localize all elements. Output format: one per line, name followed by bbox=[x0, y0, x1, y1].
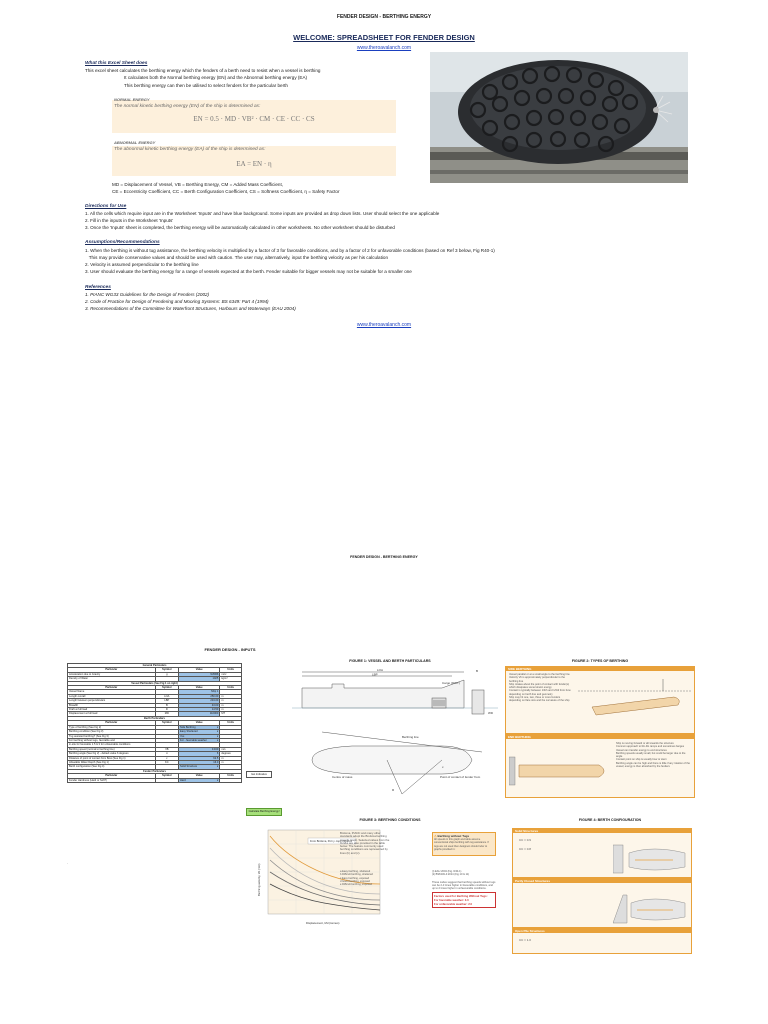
dropdown-cell[interactable] bbox=[179, 778, 220, 782]
fig1-label-berthing-line: Berthing line bbox=[402, 735, 419, 739]
fig2-title: FIGURE 2: TYPES OF BERTHING bbox=[571, 659, 629, 663]
fig4-solid-header: Solid Structures bbox=[513, 829, 691, 833]
chevron-down-icon[interactable]: ▾ bbox=[217, 765, 219, 769]
abnormal-energy-text: The abnormal kinetic berthing energy (EA) of the ship is determined as: bbox=[114, 147, 266, 152]
site-link[interactable]: www.theroavalanch.com bbox=[356, 45, 412, 51]
fig3-legend-b: b Difficult berthing, sheltered bbox=[340, 873, 373, 877]
col-value: Value bbox=[179, 686, 220, 690]
fig4-cc-solid-2: CC = 0.8 bbox=[519, 847, 531, 852]
what-heading: What this Excel Sheet does bbox=[85, 61, 148, 66]
col-value: Value bbox=[179, 721, 220, 725]
welcome-title: WELCOME: SPREADSHEET FOR FENDER DESIGN bbox=[293, 33, 475, 42]
fig2-side-note: Velocity Vb is approximately perpendicular to the berthing line bbox=[509, 676, 565, 683]
what-line-3: This berthing energy can then be utilised to select fenders for the particular berth bbox=[124, 83, 288, 88]
col-units: Units bbox=[220, 774, 242, 778]
reference-3: 3. Recommendations of the Committee for Waterfront Structures, Harbours and Waterways (EAU 2004) bbox=[85, 306, 296, 311]
fig2-end-header: END BERTHING bbox=[506, 735, 694, 739]
chevron-down-icon[interactable]: ▾ bbox=[217, 738, 219, 742]
fig3-chart-label: From Brolsma, Port y. copy, Figure 1 bbox=[310, 840, 352, 844]
fig3-factor: Factors used for Berthing Without Tugs: bbox=[434, 894, 488, 899]
chevron-down-icon[interactable]: ▾ bbox=[217, 730, 219, 734]
fig1-label-b: B bbox=[476, 669, 479, 673]
fig3-tug-title: Berthing without Tugs bbox=[437, 834, 470, 838]
fig1-label-loa: LOA bbox=[377, 668, 384, 672]
input-cell[interactable]: 14.50 bbox=[179, 708, 220, 712]
input-cell[interactable]: 1025 bbox=[179, 677, 220, 681]
legend-line-2: CE = Eccentricity Coefficient, CC = Berth Configuration Coefficient, CS = Softness Coefficient, η = Safety Factor bbox=[112, 189, 340, 194]
cell: Breadth bbox=[68, 703, 156, 707]
dropdown-value: Yes bbox=[180, 734, 185, 738]
cell: Berth configuration (See Fig 4) bbox=[68, 765, 156, 769]
normal-energy-text: The normal kinetic berthing energy (EN) of the ship is determined as: bbox=[114, 104, 261, 109]
fig1-label-r: R bbox=[392, 788, 395, 792]
fig2-end-panel bbox=[505, 734, 695, 798]
assumptions-heading: Assumptions/Recommendations bbox=[85, 240, 160, 245]
input-cell[interactable]: 250.00 bbox=[179, 694, 220, 698]
fig1-label-x: x bbox=[442, 765, 444, 769]
berth-title: Berth Particulars bbox=[68, 716, 242, 720]
fender-photo bbox=[430, 52, 688, 183]
cell: m bbox=[220, 756, 242, 760]
page-header: FENDER DESIGN - BERTHING ENERGY bbox=[336, 14, 432, 20]
cell: m/s² bbox=[220, 672, 242, 676]
cell: m bbox=[220, 708, 242, 712]
table-row bbox=[68, 778, 242, 782]
reference-2: 2. Code of Practice for Design of Fendering and Mooring Systems: BS 6349: Part 4 (1994) bbox=[85, 299, 269, 304]
cell: Draft at full load bbox=[68, 708, 156, 712]
dropdown-value: Solid Structure bbox=[180, 765, 198, 769]
stray-mark: . bbox=[67, 860, 69, 865]
cell: B bbox=[155, 703, 178, 707]
assumption-3: 3. User should evaluate the berthing energy for a range of vessels expected at the berth. Fender suitable for bigger vessels may not be suitable for a smaller one bbox=[85, 269, 412, 274]
cell: Vessel Name bbox=[68, 690, 156, 694]
chevron-down-icon[interactable]: ▾ bbox=[217, 778, 219, 782]
input-cell[interactable]: 62.5 bbox=[179, 756, 220, 760]
col-particular: Particular bbox=[68, 686, 156, 690]
col-particular: Particular bbox=[68, 668, 156, 672]
cell: Fender Hardness (Hard or Soft?) bbox=[68, 778, 156, 782]
fig2-side-note: Ship may hit one, two, three or more fenders depending on flare size and the curvature of the ship bbox=[509, 696, 570, 703]
cell: in-situ for favorable 1.5 & 3 for unfavorable conditions bbox=[68, 743, 156, 747]
fig2-side-note: Ship rotates about the point of contact with fender(s) which dissipates some kinetic energy bbox=[509, 682, 570, 690]
normal-energy-label: NORMAL ENERGY bbox=[114, 97, 150, 102]
fig4-open-panel bbox=[512, 928, 692, 954]
fig2-end-note: Contact point on ship is usually bow or stern bbox=[616, 758, 667, 762]
get-indicative-button[interactable]: Get Indicative bbox=[246, 771, 272, 778]
cell: Tug assisted berthing? (See Fig 3) bbox=[68, 734, 156, 738]
chevron-down-icon[interactable]: ▾ bbox=[217, 734, 219, 738]
cell: g bbox=[155, 672, 178, 676]
col-symbol: Symbol bbox=[155, 721, 178, 725]
fig3-tug-more: These codes suggest that berthing speeds without tugs can be 2-3 times higher in favourable conditions, and up to 2 times higher in unfavourable conditions. bbox=[432, 880, 496, 891]
fig2-end-note: Berthing angle can be high and there is little if any rotation of the vessel; energy is then absorbed by the fenders bbox=[616, 761, 690, 769]
col-units: Units bbox=[220, 668, 242, 672]
cell: Length overall bbox=[68, 694, 156, 698]
what-line-1: This excel sheet calculates the berthing energy which the fenders of a berth need to resist when a vessel is berthing bbox=[85, 68, 321, 73]
fig4-cc-open: CC = 1.0 bbox=[519, 938, 531, 942]
fig3-factor: For unfavorable weather: 2.0 bbox=[434, 902, 473, 907]
cell: KC bbox=[155, 760, 178, 764]
chevron-down-icon[interactable]: ▾ bbox=[217, 725, 219, 729]
fig3-factor: For favorable weather: 3.0 bbox=[434, 898, 469, 903]
general-title: General Particulars bbox=[68, 664, 242, 668]
fig3-tug-ref: (ii) BS6349-4:2014 (Fig 10 & 11) bbox=[432, 873, 470, 877]
fig4-partly-panel bbox=[512, 878, 692, 928]
fig1-label-wd: WD bbox=[488, 711, 493, 715]
col-particular: Particular bbox=[68, 721, 156, 725]
col-particular: Particular bbox=[68, 774, 156, 778]
cell: Length between perpendiculars bbox=[68, 699, 156, 703]
fig4-title: FIGURE 4: BERTH CONFIGURATION bbox=[578, 818, 642, 822]
cell: α bbox=[155, 752, 178, 756]
input-cell[interactable]: 6 bbox=[179, 752, 220, 756]
fig2-end-note: Common approach to Ro-Ro ramps and sometimes barges bbox=[616, 745, 685, 749]
fig3-notes: Brolsma, PIANC and many other standards adopt the Brolsma berthing speeds graph. Selected values from the curves are also provided in the table below. The feature commonly used berthing conditions are represented by lines (b) and (c). bbox=[340, 831, 390, 855]
cell bbox=[220, 778, 242, 782]
reference-1: 1. PIANC WG33 Guidelines for the Design of Fenders (2002) bbox=[85, 292, 210, 297]
fig4-partly-diagram bbox=[613, 885, 689, 925]
fig2-end-note: Berthing speeds usually small, but could be larger due to the angle bbox=[616, 751, 686, 759]
fig1-title: FIGURE 1: VESSEL AND BERTH PARTICULARS bbox=[349, 659, 431, 663]
fig2-side-note: Contact is typically between 1/4th and 1/3rd from bow depending on berth line and geometry bbox=[509, 689, 571, 696]
input-cell[interactable]: 234.00 bbox=[179, 699, 220, 703]
fig2-side-header: SIDE BERTHING bbox=[506, 667, 694, 671]
directions-heading: Directions for Use bbox=[85, 204, 127, 209]
input-cell[interactable]: 110000 bbox=[179, 712, 220, 716]
fig2-end-diagram bbox=[509, 743, 613, 793]
fig2-end-note: Vessel can transfer energy to end structures bbox=[616, 748, 667, 752]
input-cell[interactable]: 0.160 bbox=[179, 747, 220, 751]
fig3-xlabel: Displacement, Md (tonnes) bbox=[306, 921, 340, 925]
cell: MD bbox=[155, 712, 178, 716]
fig3-tug-text: All speeds in this graph and table assume conventional ships berthing with tug assistance. If tugs are not used then designers should refer to graphs provided in: bbox=[434, 838, 489, 851]
fig3-legend-a: a Easy berthing, sheltered bbox=[340, 870, 371, 873]
fig3-ylabel: Berthing velocity, Vb (m/s) bbox=[257, 863, 261, 896]
fig3-legend-c: c Easy berthing, exposed bbox=[340, 876, 370, 880]
fig4-cc-solid: CC = 0.9 bbox=[519, 838, 531, 842]
cell: m bbox=[220, 699, 242, 703]
cell: Density of Water bbox=[68, 677, 156, 681]
fig4-open-header: Open Pile Structures bbox=[513, 929, 691, 933]
fig1-label-cargo: Cargo (DWT) bbox=[442, 681, 460, 685]
cell: Berthing speed (normal to berthing line) bbox=[68, 747, 156, 751]
fig2-side-diagram bbox=[578, 675, 692, 730]
fig4-partly-header: Partly Closed Structures bbox=[513, 879, 691, 883]
dropdown-value: Hard bbox=[180, 778, 186, 782]
direction-3: 3. Once the 'Inputs' sheet is completed, the berthing energy will be automatically calculated in other worksheets. No other worksheet should be disturbed bbox=[85, 225, 395, 230]
fig1-label-contact: Point of contact of fender from bbox=[440, 775, 481, 779]
fig3-legend-d: d Good berthing, exposed bbox=[340, 879, 370, 883]
col-symbol: Symbol bbox=[155, 774, 178, 778]
fig3-tug-ref: (i) EAU 2004 (Fig. R40-1) bbox=[432, 870, 462, 873]
normal-energy-box bbox=[112, 97, 396, 133]
assumption-1: 1. When the berthing is without tug assistance, the berthing velocity is multiplied by a factor of 3 for favorable conditions, and by a factor of 2 for unfavorable conditions (based on Ref 3 below, Fig R40-1) bbox=[85, 248, 495, 253]
abnormal-energy-label: ABNORMAL ENERGY bbox=[114, 140, 156, 145]
fig1-label-com: Centre of mass bbox=[332, 775, 353, 779]
direction-2: 2. Fill in the inputs in the Worksheet 'Inputs' bbox=[85, 218, 174, 223]
col-symbol: Symbol bbox=[155, 686, 178, 690]
cell: Berthing angle (See Fig 2) - default value 6 degrees bbox=[68, 752, 156, 756]
cell: m/s bbox=[220, 747, 242, 751]
cell: Distance of point of contact from Bow (See Fig 1) bbox=[68, 756, 156, 760]
fig3-legend bbox=[340, 870, 390, 886]
fig4-solid-diagram bbox=[613, 835, 689, 875]
fig3-legend-e: e Difficult berthing, exposed bbox=[340, 883, 372, 887]
cell: kg/m³ bbox=[220, 677, 242, 681]
inputs-table bbox=[67, 663, 242, 783]
cell: For berthing without tugs, favorable and bbox=[68, 738, 156, 742]
assumption-2: 2. Velocity is assumed perpendicular to the berthing line bbox=[85, 262, 199, 267]
cell: Displacement at full load bbox=[68, 712, 156, 716]
cell: m bbox=[220, 703, 242, 707]
what-line-2: It calculates both the Normal berthing energy (EN) and the Abnormal berthing energy (EA) bbox=[124, 75, 308, 80]
dropdown-value: Side Berthing bbox=[180, 725, 196, 729]
fig2-end-note: Ship is moving forward or aft towards the structure bbox=[616, 742, 674, 745]
normal-energy-formula: EN = 0.5 · MD · VB² · CM · CE · CC · CS bbox=[193, 115, 315, 123]
abnormal-energy-box bbox=[112, 140, 396, 176]
cell: MT bbox=[220, 712, 242, 716]
cell: LBP bbox=[155, 699, 178, 703]
dropdown-value: For - favorable weather bbox=[180, 738, 207, 742]
fig1-vessel-diagram bbox=[292, 666, 498, 796]
cell: Berthing condition (See Fig 3) bbox=[68, 730, 156, 734]
cell: degrees bbox=[220, 752, 242, 756]
fig3-title: FIGURE 3: BERTHING CONDITIONS bbox=[359, 818, 421, 822]
cell: x bbox=[155, 756, 178, 760]
col-value: Value bbox=[179, 668, 220, 672]
col-symbol: Symbol bbox=[155, 668, 178, 672]
input-cell[interactable]: 43.00 bbox=[179, 703, 220, 707]
assumption-1b: This may provide conservative values and should be used with caution. The user may, alternatively, input the berthing velocity as per his calculation bbox=[85, 255, 389, 260]
warning-icon: ⚠ bbox=[434, 834, 437, 838]
fig1-label-lbp: LBP bbox=[372, 672, 378, 677]
input-cell[interactable]: 16.0 bbox=[179, 760, 220, 764]
cell: m bbox=[220, 760, 242, 764]
fender-title: Fender Particulars bbox=[68, 769, 242, 773]
cell: m bbox=[220, 694, 242, 698]
footer-link[interactable]: www.theroavalanch.com bbox=[356, 322, 412, 328]
legend-line-1: MD = Displacement of Vessel, VB = Berthing Energy, CM = Added Mass Coefficient, bbox=[112, 182, 284, 187]
vessel-title: Vessel Particulars (See Fig 1 on right) bbox=[68, 681, 242, 685]
inputs-title: FENDER DESIGN - INPUTS bbox=[204, 647, 256, 652]
cell: VB bbox=[155, 747, 178, 751]
cell: Allowable Water Depth (See Fig 1) bbox=[68, 760, 156, 764]
cell: Type of berthing (See Fig 2) bbox=[68, 725, 156, 729]
input-cell[interactable]: Ship 1 bbox=[179, 690, 220, 694]
fig4-solid-panel bbox=[512, 828, 692, 878]
cell: D bbox=[155, 708, 178, 712]
cell bbox=[155, 778, 178, 782]
col-value: Value bbox=[179, 774, 220, 778]
fig2-side-panel bbox=[505, 666, 695, 734]
fig3-tug-panel bbox=[432, 832, 496, 932]
cell: LOA bbox=[155, 694, 178, 698]
direction-1: 1. All the cells which require input are in the Worksheet 'Inputs' and have blue background. Some inputs are provided as drop down lists. User should select the one applicable bbox=[85, 211, 440, 216]
calculate-energy-button[interactable]: Calculate Berthing Energy! bbox=[246, 808, 282, 816]
col-units: Units bbox=[220, 721, 242, 725]
page2-header: FENDER DESIGN - BERTHING ENERGY bbox=[350, 555, 418, 559]
abnormal-energy-formula: EA = EN · η bbox=[236, 160, 272, 168]
fig2-side-note: Vessel parallel or at a small angle to the berthing line bbox=[509, 673, 570, 676]
references-heading: References bbox=[85, 285, 111, 290]
dropdown-value: Easy Sheltered bbox=[180, 730, 198, 734]
cell: Acceleration due to Gravity bbox=[68, 672, 156, 676]
input-cell[interactable]: 9.8066 bbox=[179, 672, 220, 676]
col-units: Units bbox=[220, 686, 242, 690]
